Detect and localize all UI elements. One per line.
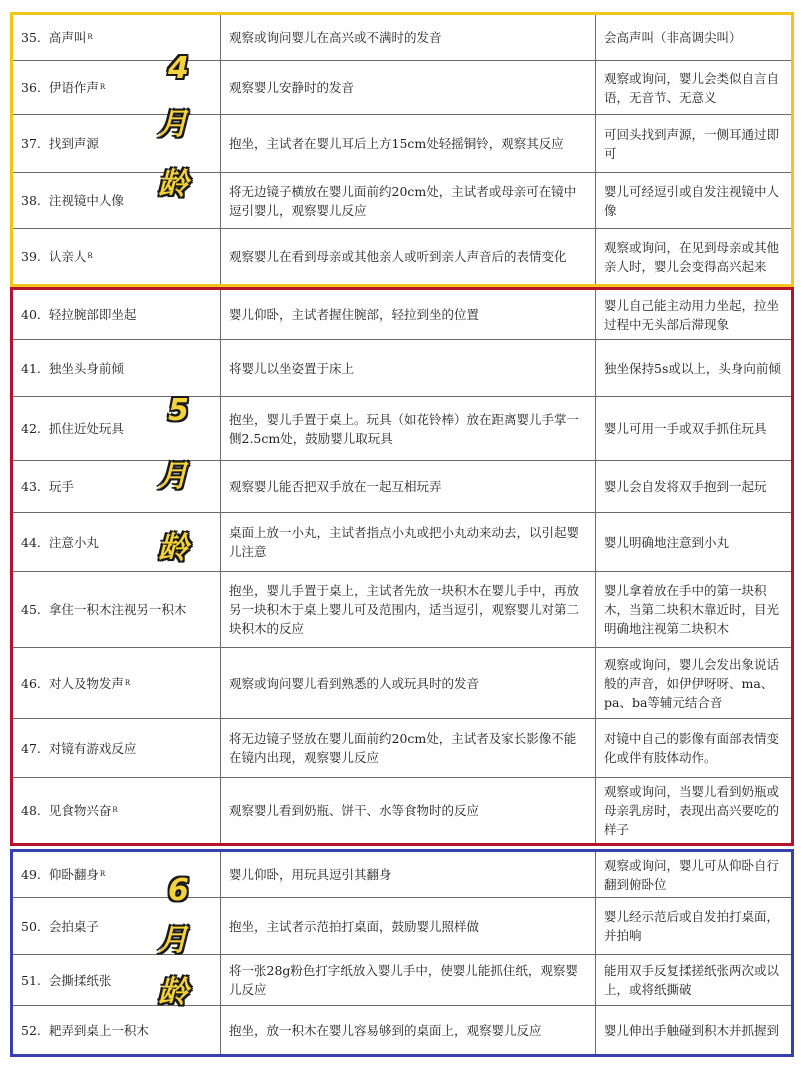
- method-cell: 将无边镜子竖放在婴儿面前约20cm处，主试者及家长影像不能在镜内出现，观察婴儿反应: [221, 719, 596, 777]
- table-row: [13, 513, 791, 572]
- table-row: [13, 173, 791, 229]
- table-row: [13, 898, 791, 958]
- standard-cell: 能用双手反复揉搓纸张两次或以上，或将纸撕破: [604, 963, 780, 997]
- age-label-5-num: 5: [168, 393, 189, 428]
- item-cell: 51. 会撕揉纸张: [13, 955, 221, 1005]
- method-cell: 抱坐，婴儿手置于桌上。玩具（如花铃棒）放在距离婴儿手掌一侧2.5cm处，鼓励婴儿取玩具: [221, 397, 596, 460]
- method-cell: 观察婴儿在看到母亲或其他亲人或听到亲人声音后的表情变化: [221, 229, 596, 284]
- method-cell: 婴儿仰卧，主试者握住腕部，轻拉到坐的位置: [221, 290, 596, 339]
- method-cell: 观察或询问婴儿在高兴或不满时的发音: [221, 15, 596, 60]
- item-cell: 40. 轻拉腕部即坐起: [13, 290, 221, 339]
- standard-cell: 观察或询问，婴儿会类似自言自语，无音节、无意义: [604, 70, 780, 105]
- item-cell: 52. 耙弄到桌上一积木: [13, 1006, 221, 1054]
- method-cell: 将一张28g粉色打字纸放入婴儿手中，使婴儿能抓住纸，观察婴儿反应: [221, 955, 596, 1005]
- table-row: [13, 1006, 791, 1054]
- table-row: [13, 955, 791, 1010]
- standard-cell: 婴儿可用一手或双手抓住玩具: [604, 421, 767, 436]
- item-cell: 41. 独坐头身前倾: [13, 340, 221, 396]
- standard-cell: 独坐保持5s或以上，头身向前倾: [604, 360, 781, 376]
- standard-cell: 婴儿自己能主动用力坐起，拉坐过程中无头部后滞现象: [604, 297, 780, 332]
- standard-cell: 婴儿可经逗引或自发注视镜中人像: [604, 183, 780, 218]
- table-row: [13, 648, 791, 719]
- table-row: [13, 719, 791, 778]
- method-cell: 将无边镜子横放在婴儿面前约20cm处，主试者或母亲可在镜中逗引婴儿，观察婴儿反应: [221, 173, 596, 228]
- item-cell: 47. 对镜有游戏反应: [13, 719, 221, 777]
- method-cell: 抱坐，主试者在婴儿耳后上方15cm处轻摇铜铃，观察其反应: [221, 115, 596, 172]
- method-cell: 观察婴儿安静时的发音: [221, 61, 596, 114]
- method-cell: 桌面上放一小丸，主试者指点小丸或把小丸动来动去，以引起婴儿注意: [221, 513, 596, 571]
- table-row: [13, 778, 791, 843]
- table-row: [13, 852, 791, 898]
- item-cell: 46. 对人及物发声 R: [13, 648, 221, 718]
- standard-cell: 会高声叫（非高调尖叫）: [604, 30, 742, 45]
- standard-cell: 观察或询问，婴儿可从仰卧自行翻到俯卧位: [604, 857, 780, 892]
- item-cell: 44. 注意小丸: [13, 513, 221, 571]
- method-cell: 抱坐，放一积木在婴儿容易够到的桌面上，观察婴儿反应: [221, 1006, 596, 1054]
- table-row: [13, 61, 791, 115]
- item-cell: 35. 高声叫 R: [13, 15, 221, 60]
- method-cell: 观察或询问婴儿看到熟悉的人或玩具时的发音: [221, 648, 596, 718]
- standard-cell: 可回头找到声源，一侧耳通过即可: [604, 126, 780, 161]
- item-cell: 48. 见食物兴奋 R: [13, 778, 221, 843]
- standard-cell: 婴儿会自发将双手抱到一起玩: [604, 479, 767, 494]
- method-cell: 抱坐，婴儿手置于桌上，主试者先放一块积木在婴儿手中，再放另一块积木于桌上婴儿可及范围内，适当逗引，观察婴儿对第二块积木的反应: [221, 572, 596, 647]
- item-cell: 36. 伊语作声 R: [13, 61, 221, 114]
- age-label-4-age: 龄: [158, 167, 188, 202]
- item-cell: 45. 拿住一积木注视另一积木: [13, 572, 221, 647]
- age-label-6-num: 6: [168, 873, 189, 908]
- standard-cell: 对镜中自己的影像有面部表情变化或伴有肢体动作。: [604, 731, 780, 765]
- table-row: [13, 461, 791, 513]
- age-group-5-months: [10, 287, 794, 846]
- standard-cell: 观察或询问，当婴儿看到奶瓶或母亲乳房时，表现出高兴要吃的样子: [604, 784, 780, 837]
- table-row: [13, 290, 791, 340]
- age-label-4-month: 月: [158, 107, 188, 142]
- table-row: [13, 393, 791, 461]
- table-row: [13, 115, 791, 173]
- table-row: [13, 15, 791, 61]
- age-label-6-month: 月: [158, 923, 188, 958]
- table-row: [13, 340, 791, 397]
- table-row: [13, 572, 791, 648]
- standard-cell: 婴儿经示范后或自发拍打桌面，并拍响: [604, 909, 780, 943]
- age-label-4-num: 4: [168, 51, 189, 86]
- item-cell: 50. 会拍桌子: [13, 898, 221, 954]
- standard-cell: 婴儿拿着放在手中的第一块积木，当第二块积木靠近时，目光明确地注视第二块积木: [604, 583, 780, 636]
- item-cell: 43. 玩手: [13, 461, 221, 512]
- standard-cell: 观察或询问，婴儿会发出象说话般的声音，如伊伊呀呀、ma、pa、ba等辅元结合音: [604, 656, 780, 710]
- item-cell: 38. 注视镜中人像: [13, 173, 221, 228]
- table-row: [13, 229, 791, 284]
- age-group-4-months: [10, 12, 794, 287]
- item-cell: 49. 仰卧翻身 R: [13, 852, 221, 897]
- standard-cell: 观察或询问，在见到母亲或其他亲人时，婴儿会变得高兴起来: [604, 239, 780, 274]
- item-cell: 37. 找到声源: [13, 115, 221, 172]
- method-cell: 将婴儿以坐姿置于床上: [221, 340, 596, 396]
- age-label-5-age: 龄: [158, 531, 188, 566]
- method-cell: 观察婴儿能否把双手放在一起互相玩弄: [221, 461, 596, 512]
- method-cell: 观察婴儿看到奶瓶、饼干、水等食物时的反应: [221, 778, 596, 843]
- standard-cell: 婴儿伸出手触碰到积木并抓握到: [604, 1022, 780, 1038]
- age-label-6-age: 龄: [158, 975, 188, 1010]
- method-cell: 婴儿仰卧，用玩具逗引其翻身: [221, 852, 596, 897]
- item-cell: 42. 抓住近处玩具: [13, 397, 221, 460]
- standard-cell: 婴儿明确地注意到小丸: [604, 534, 730, 550]
- item-cell: 39. 认亲人 R: [13, 229, 221, 284]
- method-cell: 抱坐，主试者示范拍打桌面，鼓励婴儿照样做: [221, 898, 596, 954]
- age-group-6-months: [10, 849, 794, 1057]
- age-label-5-month: 月: [158, 459, 188, 494]
